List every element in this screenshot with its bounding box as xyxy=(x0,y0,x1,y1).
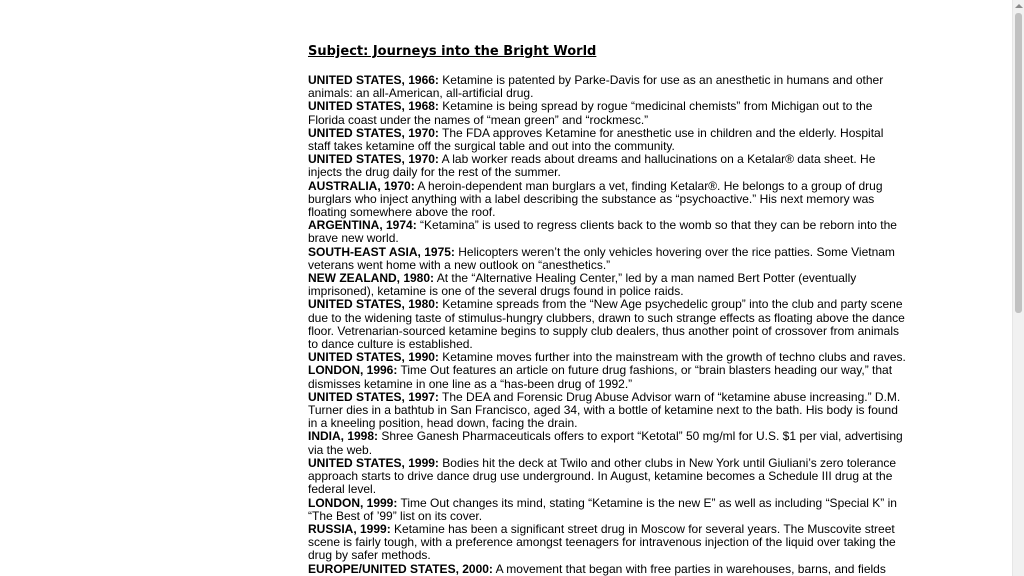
entry-text: Ketamine spreads from the “New Age psychedelic group” into the club and party scene due to the widening taste of stimulus-hungry clubbers, drawn to such strange effects as floating above the dance floor. Vetrenarian-sourced ketamine begins to supply club dealers, thus another point of crossover from animals to dance culture is established. xyxy=(308,297,905,352)
timeline-entry xyxy=(308,523,908,563)
entry-text: A movement that began with free parties in warehouses, barns, and fields xyxy=(495,561,886,576)
entry-text: The FDA approves Ketamine for anesthetic use in children and the elderly. Hospital staff takes ketamine off the surgical table and out into the community. xyxy=(308,125,884,154)
entry-heading: UNITED STATES, 1999: xyxy=(308,455,439,470)
scrollbar-thumb[interactable] xyxy=(1015,13,1022,313)
subject-heading: Subject: Journeys into the Bright World xyxy=(308,44,597,59)
entry-heading: UNITED STATES, 1970: xyxy=(308,125,439,140)
entry-heading: EUROPE/UNITED STATES, 2000: xyxy=(308,561,493,576)
entry-text: A heroin-dependent man burglars a vet, finding Ketalar®. He belongs to a group of drug burglars who inject anything with a label describing the substance as “psychoactive.” His next memory was floating somewhere above the roof. xyxy=(308,178,883,220)
entry-heading: UNITED STATES, 1990: xyxy=(308,350,439,365)
entry-text: Ketamine is patented by Parke-Davis for use as an anesthetic in humans and other animals: an all-American, all-artificial drug. xyxy=(308,73,884,101)
entry-text: Time Out changes its mind, stating “Ketamine is the new E” as well as including “Special K” in “The Best of ’99” list on its cover. xyxy=(308,495,897,523)
entry-text: Helicopters weren’t the only vehicles hovering over the rice patties. Some Vietnam veterans went home with a new outlook on “anesthetics.” xyxy=(308,244,895,272)
entry-heading: ARGENTINA, 1974: xyxy=(308,218,417,233)
entry-text: Ketamine moves further into the mainstream with the growth of techno clubs and raves. xyxy=(442,350,906,365)
entry-text: Shree Ganesh Pharmaceuticals offers to export “Ketotal” 50 mg/ml for U.S. $1 per vial, advertising via the web. xyxy=(308,429,903,457)
entry-heading: SOUTH-EAST ASIA, 1975: xyxy=(308,244,455,259)
entry-text: Ketamine is being spread by rogue “medicinal chemists” from Michigan out to the Florida coast under the names of “mean green” and “rockmesc.” xyxy=(308,99,873,127)
entry-heading: UNITED STATES, 1968: xyxy=(308,99,439,114)
entry-heading: NEW ZEALAND, 1980: xyxy=(308,271,435,286)
entry-heading: UNITED STATES, 1970: xyxy=(308,152,439,167)
entry-text: At the “Alternative Healing Center,” led by a man named Bert Potter (eventually imprisoned), ketamine is one of the several drugs found in police raids. xyxy=(308,271,857,299)
entry-heading: INDIA, 1998: xyxy=(308,429,379,444)
timeline-entry xyxy=(308,430,908,456)
entry-text: Time Out features an article on future drug fashions, or “brain blasters heading our way,” that dismisses ketamine in one line as a “has-been drug of 1992.” xyxy=(308,363,893,391)
timeline-entry xyxy=(308,272,908,298)
entry-text: A lab worker reads about dreams and hallucinations on a Ketalar® data sheet. He injects the drug daily for the rest of the summer. xyxy=(308,152,876,180)
timeline-entry xyxy=(308,391,908,431)
timeline-entry xyxy=(308,74,908,100)
entry-text: Bodies hit the deck at Twilo and other clubs in New York until Giuliani’s zero tolerance approach starts to drive dance drug use underground. In August, ketamine becomes a Schedule III drug at the federal level. xyxy=(308,455,897,497)
vertical-scrollbar[interactable] xyxy=(1012,0,1024,576)
entry-text: “Ketamina” is used to regress clients back to the womb so that they can be reborn into the brave new world. xyxy=(308,218,897,246)
timeline-entry xyxy=(308,497,908,523)
timeline-entry xyxy=(308,100,908,126)
entry-text: Ketamine has been a significant street drug in Moscow for several years. The Muscovite street scene is fairly tough, with a preference amongst teenagers for intravenous injection of the liquid over taking the drug by safer methods. xyxy=(308,521,896,563)
timeline-entry xyxy=(308,153,908,179)
arrow-up-icon[interactable] xyxy=(1013,0,1024,12)
entry-heading: UNITED STATES, 1997: xyxy=(308,389,439,404)
entry-heading: UNITED STATES, 1980: xyxy=(308,297,439,312)
timeline-list xyxy=(308,74,908,576)
entry-heading: LONDON, 1999: xyxy=(308,495,398,510)
entry-heading: AUSTRALIA, 1970: xyxy=(308,178,415,193)
timeline-entry xyxy=(308,180,908,220)
timeline-entry xyxy=(308,563,908,576)
entry-heading: UNITED STATES, 1966: xyxy=(308,73,439,87)
document-body xyxy=(308,44,908,576)
entry-text: The DEA and Forensic Drug Abuse Advisor warn of “ketamine abuse increasing.” D.M. Turner dies in a bathtub in San Francisco, aged 34, with a bottle of ketamine next to the bath. His body is found in a kneeling position, head down, facing the drain. xyxy=(308,389,901,431)
timeline-entry xyxy=(308,219,908,245)
timeline-entry xyxy=(308,127,908,153)
timeline-entry xyxy=(308,457,908,497)
timeline-entry xyxy=(308,298,908,351)
timeline-entry xyxy=(308,364,908,390)
timeline-entry xyxy=(308,246,908,272)
entry-heading: LONDON, 1996: xyxy=(308,363,398,378)
entry-heading: RUSSIA, 1999: xyxy=(308,521,391,536)
